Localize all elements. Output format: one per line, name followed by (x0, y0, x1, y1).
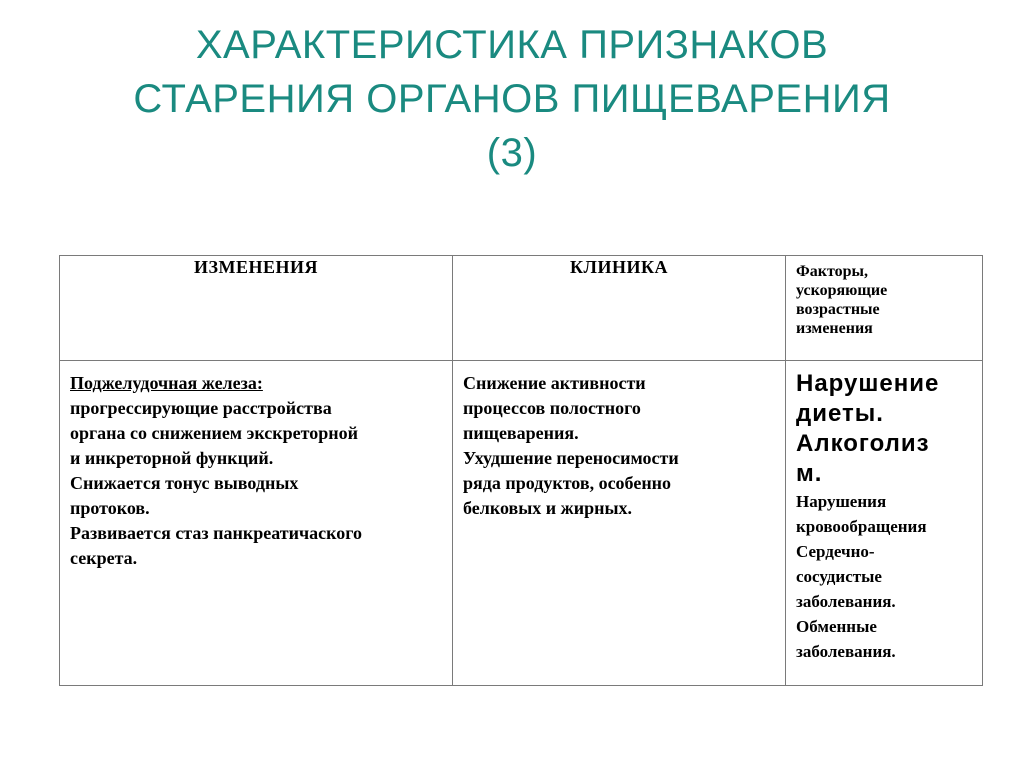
header-clinic: КЛИНИКА (453, 256, 786, 361)
slide-title (40, 18, 984, 180)
header-factors (786, 256, 983, 361)
clinic-line: процессов полостного (463, 398, 641, 418)
clinic-cell (453, 361, 786, 686)
factor-line: сосудистые (796, 567, 882, 586)
changes-line: протоков. (70, 498, 150, 518)
title-line-2: СТАРЕНИЯ ОРГАНОВ ПИЩЕВАРЕНИЯ (133, 77, 891, 121)
clinic-line: Ухудшение переносимости (463, 448, 679, 468)
changes-line: Развивается стаз панкреатичаского (70, 523, 362, 543)
clinic-line: пищеварения. (463, 423, 579, 443)
header-changes: ИЗМЕНЕНИЯ (60, 256, 453, 361)
factor-line: заболевания. (796, 592, 896, 611)
table-row (60, 361, 983, 686)
aging-signs-table (59, 255, 983, 686)
changes-cell (60, 361, 453, 686)
organ-name: Поджелудочная железа: (70, 373, 263, 393)
clinic-line: ряда продуктов, особенно (463, 473, 672, 493)
clinic-line: Снижение активности (463, 373, 646, 393)
table-header-row (60, 256, 983, 361)
factor-line: Обменные (796, 617, 877, 636)
factor-big-line: диеты. (796, 400, 884, 427)
title-line-3: (3) (486, 131, 538, 175)
header-factors-line: изменения (796, 320, 873, 337)
factor-big-line: м. (796, 460, 823, 487)
header-factors-line: ускоряющие (796, 282, 888, 299)
header-factors-line: возрастные (796, 301, 880, 318)
changes-line: органа со снижением экскреторной (70, 423, 358, 443)
factor-line: Нарушения (796, 492, 887, 511)
factor-big-line: Алкоголиз (796, 430, 930, 457)
factor-big-line: Нарушение (796, 370, 940, 397)
changes-line: секрета. (70, 548, 138, 568)
changes-line: и инкреторной функций. (70, 448, 274, 468)
clinic-line: белковых и жирных. (463, 498, 633, 518)
title-line-1: ХАРАКТЕРИСТИКА ПРИЗНАКОВ (195, 23, 829, 67)
factors-cell (786, 361, 983, 686)
factor-line: кровообращения (796, 517, 927, 536)
factor-line: Сердечно- (796, 542, 875, 561)
changes-line: Снижается тонус выводных (70, 473, 299, 493)
factor-line: заболевания. (796, 642, 896, 661)
changes-line: прогрессирующие расстройства (70, 398, 332, 418)
header-factors-line: Факторы, (796, 263, 868, 280)
